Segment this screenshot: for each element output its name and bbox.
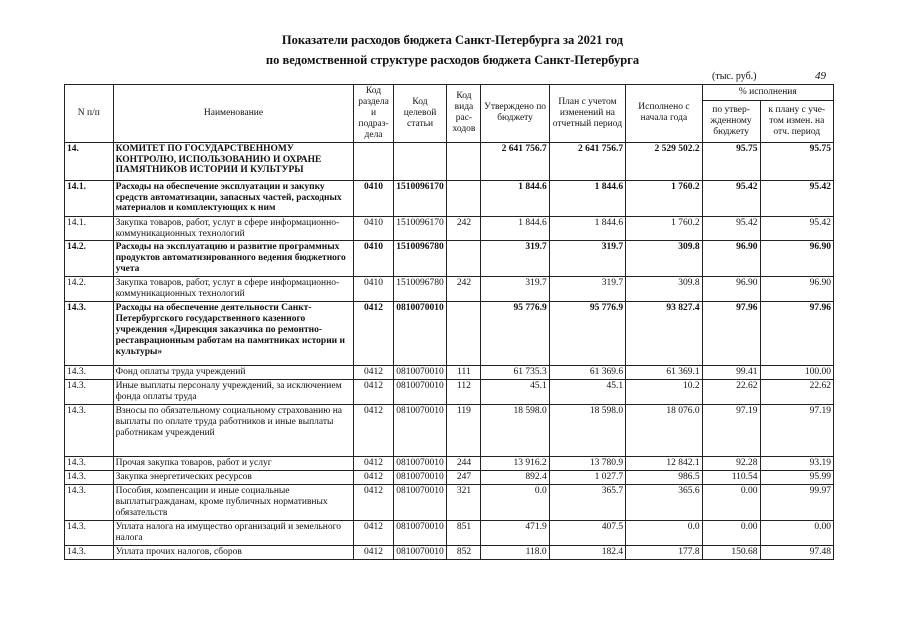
header-stat: Код целевой статьи bbox=[393, 85, 447, 143]
cell-razdel: 0412 bbox=[354, 470, 393, 484]
cell-razdel: 0412 bbox=[354, 366, 393, 380]
cell-stat: 0810070010 bbox=[393, 405, 447, 457]
table-row bbox=[65, 457, 834, 471]
cell-pct-utv: 0.00 bbox=[702, 484, 760, 520]
cell-utv: 18 598.0 bbox=[481, 405, 549, 457]
cell-np: 14.3. bbox=[65, 366, 114, 380]
cell-np: 14.3. bbox=[65, 484, 114, 520]
header-isp: Исполнено с начала года bbox=[626, 85, 702, 143]
cell-utv: 1 844.6 bbox=[481, 216, 549, 241]
cell-name: Уплата налога на имущество организаций и земельного налога bbox=[113, 520, 354, 545]
cell-isp: 309.8 bbox=[626, 277, 702, 302]
cell-name: Прочая закупка товаров, работ и услуг bbox=[113, 457, 354, 471]
cell-razdel: 0412 bbox=[354, 380, 393, 405]
cell-stat: 0810070010 bbox=[393, 470, 447, 484]
cell-pct-plan: 96.90 bbox=[760, 277, 833, 302]
cell-vid bbox=[447, 142, 481, 180]
cell-pct-plan: 93.19 bbox=[760, 457, 833, 471]
table-row bbox=[65, 241, 834, 277]
cell-np: 14.3. bbox=[65, 470, 114, 484]
cell-utv: 95 776.9 bbox=[481, 302, 549, 366]
cell-utv: 319.7 bbox=[481, 277, 549, 302]
header-pct-plan: к плану с уче-том измен. на отч. период bbox=[760, 101, 833, 142]
cell-vid: 112 bbox=[447, 380, 481, 405]
units-label: (тыс. руб.) bbox=[712, 71, 757, 82]
report-title: Показатели расходов бюджета Санкт-Петербурга за 2021 год bbox=[281, 33, 624, 47]
cell-pct-plan: 95.42 bbox=[760, 216, 833, 241]
cell-np: 14. bbox=[65, 142, 114, 180]
cell-pct-plan: 100.00 bbox=[760, 366, 833, 380]
cell-pct-utv: 97.19 bbox=[702, 405, 760, 457]
page-number: 49 bbox=[815, 70, 826, 82]
cell-pct-utv: 22.62 bbox=[702, 380, 760, 405]
cell-stat: 1510096780 bbox=[393, 241, 447, 277]
cell-vid: 111 bbox=[447, 366, 481, 380]
cell-name: Расходы на обеспечение эксплуатации и закупку средств автоматизации, запасных частей, расходных материалов и комплектующих к ним bbox=[113, 180, 354, 216]
header-utv: Утверждено по бюджету bbox=[481, 85, 549, 143]
cell-vid: 852 bbox=[447, 545, 481, 559]
cell-razdel: 0412 bbox=[354, 457, 393, 471]
cell-pct-plan: 97.48 bbox=[760, 545, 833, 559]
cell-isp: 309.8 bbox=[626, 241, 702, 277]
cell-pct-utv: 97.96 bbox=[702, 302, 760, 366]
cell-utv: 892.4 bbox=[481, 470, 549, 484]
cell-razdel: 0412 bbox=[354, 405, 393, 457]
table-row bbox=[65, 470, 834, 484]
cell-plan: 13 780.9 bbox=[549, 457, 625, 471]
cell-isp: 18 076.0 bbox=[626, 405, 702, 457]
cell-utv: 1 844.6 bbox=[481, 180, 549, 216]
cell-name: Расходы на обеспечение деятельности Санкт-Петербургского государственного казенного учреждения «Дирекция заказчика по ремонтно-реставрационным работам на памятниках истории и культуры» bbox=[113, 302, 354, 366]
cell-stat: 0810070010 bbox=[393, 484, 447, 520]
cell-pct-utv: 92.28 bbox=[702, 457, 760, 471]
cell-razdel bbox=[354, 142, 393, 180]
cell-stat: 0810070010 bbox=[393, 520, 447, 545]
cell-pct-plan: 22.62 bbox=[760, 380, 833, 405]
cell-razdel: 0410 bbox=[354, 180, 393, 216]
table-row bbox=[65, 366, 834, 380]
cell-isp: 12 842.1 bbox=[626, 457, 702, 471]
cell-vid: 242 bbox=[447, 216, 481, 241]
cell-utv: 2 641 756.7 bbox=[481, 142, 549, 180]
cell-name: Иные выплаты персоналу учреждений, за исключением фонда оплаты труда bbox=[113, 380, 354, 405]
cell-razdel: 0410 bbox=[354, 216, 393, 241]
cell-plan: 1 027.7 bbox=[549, 470, 625, 484]
cell-vid: 851 bbox=[447, 520, 481, 545]
cell-stat: 0810070010 bbox=[393, 302, 447, 366]
cell-pct-utv: 95.42 bbox=[702, 216, 760, 241]
cell-razdel: 0412 bbox=[354, 520, 393, 545]
cell-np: 14.3. bbox=[65, 405, 114, 457]
cell-pct-utv: 96.90 bbox=[702, 277, 760, 302]
cell-isp: 2 529 502.2 bbox=[626, 142, 702, 180]
cell-vid: 321 bbox=[447, 484, 481, 520]
cell-pct-utv: 95.42 bbox=[702, 180, 760, 216]
cell-pct-plan: 96.90 bbox=[760, 241, 833, 277]
cell-razdel: 0412 bbox=[354, 545, 393, 559]
cell-plan: 2 641 756.7 bbox=[549, 142, 625, 180]
cell-stat: 0810070010 bbox=[393, 366, 447, 380]
cell-vid: 242 bbox=[447, 277, 481, 302]
header-vid: Код вида рас-ходов bbox=[447, 85, 481, 143]
cell-name: Взносы по обязательному социальному страхованию на выплаты по оплате труда работников и иные выплаты работникам учреждений bbox=[113, 405, 354, 457]
cell-vid: 244 bbox=[447, 457, 481, 471]
cell-razdel: 0412 bbox=[354, 302, 393, 366]
cell-isp: 1 760.2 bbox=[626, 180, 702, 216]
table-row bbox=[65, 520, 834, 545]
table-row bbox=[65, 216, 834, 241]
cell-pct-utv: 95.75 bbox=[702, 142, 760, 180]
cell-plan: 319.7 bbox=[549, 241, 625, 277]
cell-isp: 177.8 bbox=[626, 545, 702, 559]
cell-np: 14.3. bbox=[65, 545, 114, 559]
cell-pct-utv: 99.41 bbox=[702, 366, 760, 380]
header-plan: План с учетом изменений на отчетный период bbox=[549, 85, 625, 143]
budget-table bbox=[64, 84, 834, 560]
cell-razdel: 0410 bbox=[354, 277, 393, 302]
cell-pct-plan: 0.00 bbox=[760, 520, 833, 545]
cell-stat: 1510096170 bbox=[393, 216, 447, 241]
cell-isp: 986.5 bbox=[626, 470, 702, 484]
cell-np: 14.3. bbox=[65, 380, 114, 405]
cell-plan: 182.4 bbox=[549, 545, 625, 559]
table-row bbox=[65, 142, 834, 180]
cell-pct-utv: 96.90 bbox=[702, 241, 760, 277]
cell-stat: 0810070010 bbox=[393, 545, 447, 559]
cell-name: Пособия, компенсации и иные социальные выплатыгражданам, кроме публичных нормативных обязательств bbox=[113, 484, 354, 520]
cell-vid: 247 bbox=[447, 470, 481, 484]
cell-isp: 0.0 bbox=[626, 520, 702, 545]
cell-np: 14.3. bbox=[65, 520, 114, 545]
cell-name: Закупка товаров, работ, услуг в сфере информационно-коммуникационных технологий bbox=[113, 216, 354, 241]
cell-isp: 61 369.1 bbox=[626, 366, 702, 380]
cell-razdel: 0412 bbox=[354, 484, 393, 520]
cell-name: Уплата прочих налогов, сборов bbox=[113, 545, 354, 559]
cell-plan: 95 776.9 bbox=[549, 302, 625, 366]
cell-pct-utv: 150.68 bbox=[702, 545, 760, 559]
cell-vid bbox=[447, 302, 481, 366]
cell-isp: 93 827.4 bbox=[626, 302, 702, 366]
cell-np: 14.3. bbox=[65, 302, 114, 366]
cell-stat: 0810070010 bbox=[393, 457, 447, 471]
table-row bbox=[65, 277, 834, 302]
cell-stat: 1510096780 bbox=[393, 277, 447, 302]
table-row bbox=[65, 405, 834, 457]
cell-plan: 61 369.6 bbox=[549, 366, 625, 380]
table-row bbox=[65, 380, 834, 405]
cell-pct-plan: 97.19 bbox=[760, 405, 833, 457]
header-pct-utv: по утвер-жденному бюджету bbox=[702, 101, 760, 142]
cell-np: 14.1. bbox=[65, 216, 114, 241]
report-subtitle: по ведомственной структуре расходов бюджета Санкт-Петербурга bbox=[265, 53, 640, 67]
cell-pct-plan: 95.42 bbox=[760, 180, 833, 216]
cell-plan: 18 598.0 bbox=[549, 405, 625, 457]
cell-utv: 61 735.3 bbox=[481, 366, 549, 380]
cell-utv: 13 916.2 bbox=[481, 457, 549, 471]
cell-utv: 0.0 bbox=[481, 484, 549, 520]
header-np: N п/п bbox=[65, 85, 114, 143]
table-row bbox=[65, 484, 834, 520]
cell-np: 14.1. bbox=[65, 180, 114, 216]
cell-name: Закупка энергетических ресурсов bbox=[113, 470, 354, 484]
cell-name: Расходы на эксплуатацию и развитие программных продуктов автоматизированного ведения бюджетного учета bbox=[113, 241, 354, 277]
table-row bbox=[65, 180, 834, 216]
cell-plan: 1 844.6 bbox=[549, 216, 625, 241]
cell-stat bbox=[393, 142, 447, 180]
cell-pct-plan: 99.97 bbox=[760, 484, 833, 520]
cell-name: КОМИТЕТ ПО ГОСУДАРСТВЕННОМУ КОНТРОЛЮ, ИСПОЛЬЗОВАНИЮ И ОХРАНЕ ПАМЯТНИКОВ ИСТОРИИ И КУЛЬТУРЫ bbox=[113, 142, 354, 180]
cell-stat: 0810070010 bbox=[393, 380, 447, 405]
cell-isp: 1 760.2 bbox=[626, 216, 702, 241]
table-row bbox=[65, 545, 834, 559]
cell-utv: 319.7 bbox=[481, 241, 549, 277]
cell-razdel: 0410 bbox=[354, 241, 393, 277]
header-pct: % исполнения bbox=[702, 85, 833, 101]
header-name: Наименование bbox=[113, 85, 354, 143]
cell-vid bbox=[447, 241, 481, 277]
cell-np: 14.2. bbox=[65, 277, 114, 302]
cell-plan: 365.7 bbox=[549, 484, 625, 520]
cell-pct-plan: 95.75 bbox=[760, 142, 833, 180]
cell-vid bbox=[447, 180, 481, 216]
cell-plan: 1 844.6 bbox=[549, 180, 625, 216]
cell-plan: 407.5 bbox=[549, 520, 625, 545]
cell-name: Закупка товаров, работ, услуг в сфере информационно-коммуникационных технологий bbox=[113, 277, 354, 302]
table-row bbox=[65, 302, 834, 366]
cell-np: 14.2. bbox=[65, 241, 114, 277]
cell-pct-utv: 110.54 bbox=[702, 470, 760, 484]
cell-plan: 319.7 bbox=[549, 277, 625, 302]
cell-vid: 119 bbox=[447, 405, 481, 457]
cell-np: 14.3. bbox=[65, 457, 114, 471]
cell-isp: 365.6 bbox=[626, 484, 702, 520]
cell-utv: 471.9 bbox=[481, 520, 549, 545]
cell-pct-utv: 0.00 bbox=[702, 520, 760, 545]
cell-pct-plan: 97.96 bbox=[760, 302, 833, 366]
header-razdel: Код раздела и подраз-дела bbox=[354, 85, 393, 143]
cell-pct-plan: 95.99 bbox=[760, 470, 833, 484]
cell-stat: 1510096170 bbox=[393, 180, 447, 216]
cell-name: Фонд оплаты труда учреждений bbox=[113, 366, 354, 380]
cell-plan: 45.1 bbox=[549, 380, 625, 405]
cell-utv: 45.1 bbox=[481, 380, 549, 405]
cell-utv: 118.0 bbox=[481, 545, 549, 559]
cell-isp: 10.2 bbox=[626, 380, 702, 405]
